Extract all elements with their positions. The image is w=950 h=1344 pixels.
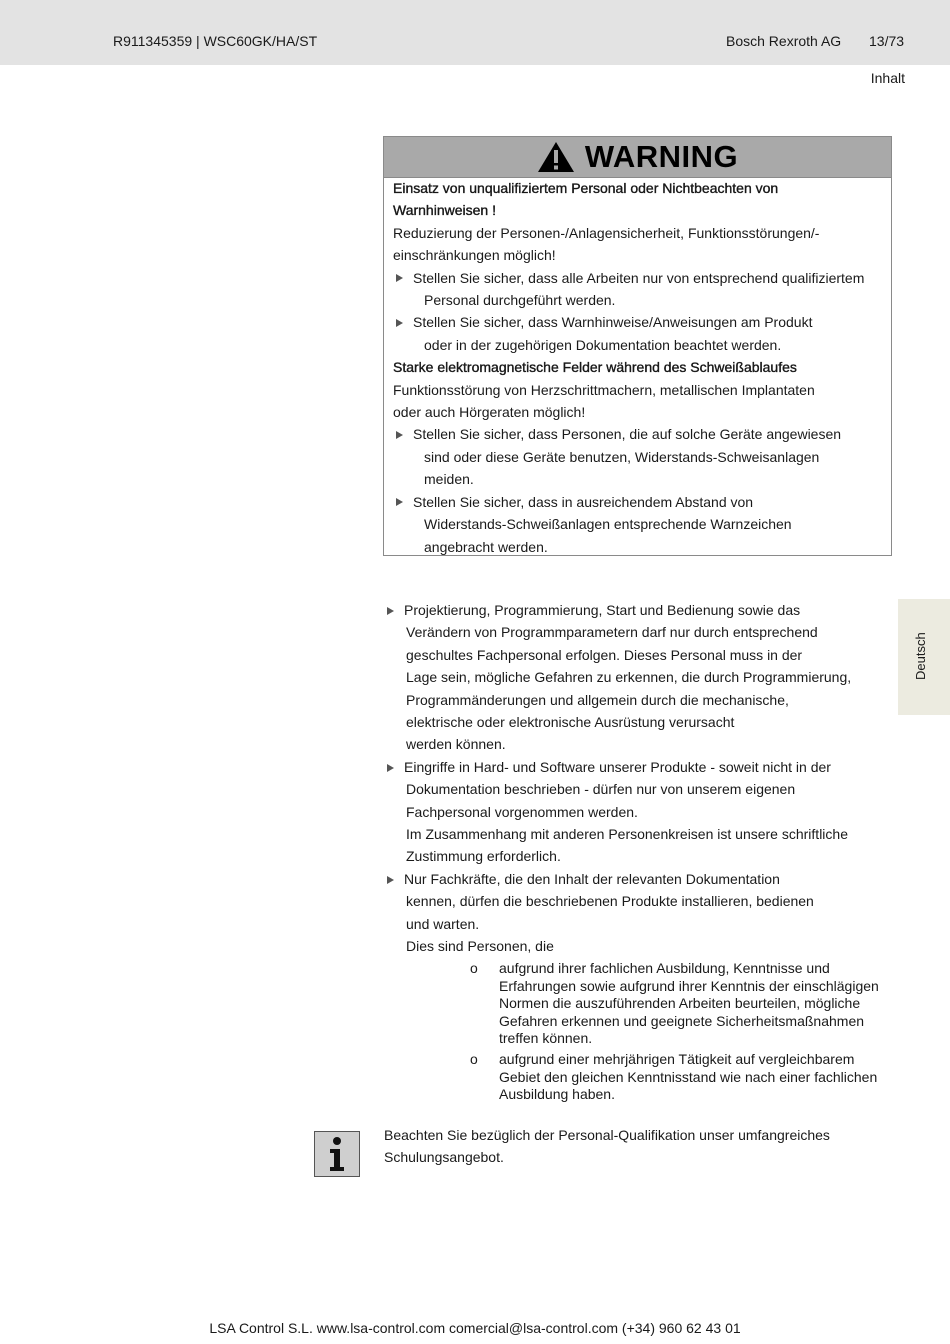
warning-bullet-cont: Personal durchgeführt werden.: [424, 292, 616, 309]
page-header: [0, 0, 950, 65]
warning-heading-cont: Warnhinweisen !: [393, 202, 496, 219]
warning-text: Reduzierung der Personen-/Anlagensicherheit, Funktionsstörungen/-: [393, 224, 820, 241]
sub-list-item: o aufgrund ihrer fachlichen Ausbildung, Kenntnisse und Erfahrungen sowie aufgrund ihrer Kenntnis der einschlägigen Normen die auszuführenden Arbeiten beurteilen, mögliche Gefahren erkennen und geeignete Sicherheitsmaßnahmen treffen können.: [470, 960, 879, 1046]
body-line: Verändern von Programmparametern darf nur durch entsprechend: [406, 624, 818, 641]
arrow-bullet-icon: [396, 319, 403, 327]
arrow-bullet-icon: [387, 764, 394, 772]
info-note: Beachten Sie bezüglich der Personal-Qualifikation unser umfangreiches Schulungsangebot.: [384, 1127, 830, 1166]
warning-box: [383, 136, 892, 556]
body-bullet: Projektierung, Programmierung, Start und Bedienung sowie das: [386, 599, 886, 621]
body-text: [386, 599, 886, 958]
warning-heading: Einsatz von unqualifiziertem Personal oder Nichtbeachten von: [393, 180, 779, 196]
arrow-bullet-icon: [387, 876, 394, 884]
body-line: Fachpersonal vorgenommen werden.: [406, 803, 638, 820]
sub-list-marker: o: [470, 1051, 478, 1067]
warning-bullet: Stellen Sie sicher, dass alle Arbeiten nur von entsprechend qualifiziertem: [393, 267, 885, 289]
document-id: R911345359 | WSC60GK/HA/ST: [113, 33, 318, 49]
body-line: kennen, dürfen die beschriebenen Produkte installieren, bedienen: [406, 893, 814, 910]
body-line: Im Zusammenhang mit anderen Personenkreisen ist unsere schriftliche: [406, 826, 848, 843]
warning-bullet-cont: meiden.: [424, 471, 474, 488]
arrow-bullet-icon: [387, 607, 394, 615]
warning-body: [393, 177, 885, 558]
sub-list-marker: o: [470, 960, 478, 976]
body-line: Dies sind Personen, die: [406, 938, 554, 955]
body-line: werden können.: [406, 736, 506, 753]
warning-bullet-cont: oder in der zugehörigen Dokumentation beachtet werden.: [424, 336, 782, 353]
company-name: Bosch Rexroth AG: [726, 33, 842, 49]
language-tab-label: Deutsch: [913, 632, 928, 680]
section-label: Inhalt: [870, 70, 905, 86]
body-line: Zustimmung erforderlich.: [406, 848, 561, 865]
arrow-bullet-icon: [396, 498, 403, 506]
warning-bullet-cont: angebracht werden.: [424, 538, 548, 555]
arrow-bullet-icon: [396, 431, 403, 439]
arrow-bullet-icon: [396, 274, 403, 282]
warning-bullet: Stellen Sie sicher, dass Warnhinweise/Anweisungen am Produkt: [393, 311, 885, 333]
warning-bullet-cont: sind oder diese Geräte benutzen, Widerstands-Schweisanlagen: [424, 448, 820, 465]
body-line: Lage sein, mögliche Gefahren zu erkennen, die durch Programmierung,: [406, 669, 852, 686]
warning-bullet: Stellen Sie sicher, dass Personen, die auf solche Geräte angewiesen: [393, 423, 885, 445]
page-current: 13: [869, 33, 885, 49]
page-footer: LSA Control S.L. www.lsa-control.com comercial@lsa-control.com (+34) 960 62 43 01: [209, 1320, 741, 1336]
body-line: Programmänderungen und allgemein durch die mechanische,: [406, 691, 789, 708]
sub-list-item: o aufgrund einer mehrjährigen Tätigkeit auf vergleichbarem Gebiet den gleichen Kenntnisstand wie nach einer fachlichen Ausbildung haben.: [470, 1051, 878, 1102]
page-total: /73: [884, 33, 905, 49]
body-line: Dokumentation beschrieben - dürfen nur von unserem eigenen: [406, 781, 796, 798]
warning-triangle-icon: [537, 141, 575, 173]
info-icon: [314, 1131, 360, 1177]
body-bullet: Eingriffe in Hard- und Software unserer Produkte - soweit nicht in der: [386, 756, 886, 778]
body-line: und warten.: [406, 915, 480, 932]
warning-text: oder auch Hörgeraten möglich!: [393, 404, 586, 421]
info-glyph-icon: [315, 1132, 359, 1176]
body-bullet: Nur Fachkräfte, die den Inhalt der relevanten Dokumentation: [386, 868, 886, 890]
body-line: geschultes Fachpersonal erfolgen. Dieses Personal muss in der: [406, 646, 803, 663]
body-line: elektrische oder elektronische Ausrüstung verursacht: [406, 714, 735, 731]
page-number: [869, 33, 904, 49]
warning-heading: Starke elektromagnetische Felder während des Schweißablaufes: [393, 359, 797, 376]
warning-bullet: Stellen Sie sicher, dass in ausreichendem Abstand von: [393, 491, 885, 513]
warning-text: einschränkungen möglich!: [393, 247, 556, 264]
warning-header: [384, 137, 891, 178]
warning-title: WARNING: [584, 139, 739, 174]
warning-bullet-cont: Widerstands-Schweißanlagen entsprechende Warnzeichen: [424, 516, 792, 533]
warning-text: Funktionsstörung von Herzschrittmachern, metallischen Implantaten: [393, 381, 815, 398]
